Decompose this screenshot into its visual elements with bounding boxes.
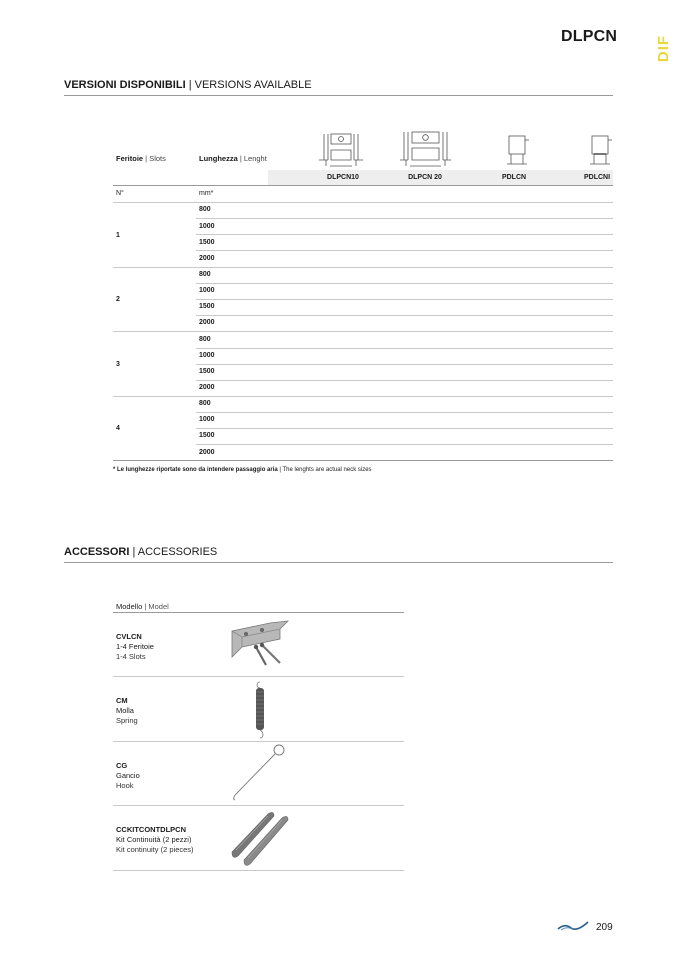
accessory-item: [116, 632, 154, 662]
length-value: 1500: [199, 239, 215, 246]
versions-title-rule: [64, 95, 613, 96]
header-slots-en: Slots: [149, 154, 166, 163]
header-slots-it: Feritoie: [116, 154, 144, 163]
title-separator: |: [185, 79, 195, 91]
row-rule: [196, 428, 613, 429]
length-value: 1000: [199, 416, 215, 423]
versions-title: [64, 79, 312, 91]
section-tab-label: DIF: [655, 34, 673, 62]
length-value: 1500: [199, 432, 215, 439]
row-rule: [196, 380, 613, 381]
length-value: 800: [199, 336, 211, 343]
header-length-en: Lenght: [243, 154, 267, 163]
model-label-pdlcn: PDLCN: [501, 174, 527, 181]
accessory-name-it: Molla: [116, 706, 134, 715]
accessory-code: CM: [116, 696, 128, 705]
length-value: 2000: [199, 255, 215, 262]
accessories-head-it: Modello: [116, 602, 143, 611]
accessories-title: [64, 546, 217, 558]
section-tab: [650, 31, 677, 65]
accessories-title-rule: [64, 562, 613, 563]
row-rule: [196, 348, 613, 349]
units-rule-top: [113, 185, 613, 186]
bracket-with-screws-icon: [226, 617, 290, 669]
accessory-item: [116, 761, 140, 791]
row-rule: [196, 218, 613, 219]
accessories-header-rule: [113, 612, 404, 613]
slots-value: 2: [116, 296, 120, 303]
group-rule: [113, 396, 613, 397]
dlpcn20-drawing-icon: [398, 128, 453, 170]
length-value: 1500: [199, 303, 215, 310]
accessory-name-it: 1-4 Feritoie: [116, 642, 154, 651]
accessory-name-en: 1-4 Slots: [116, 652, 146, 661]
length-value: 1000: [199, 287, 215, 294]
group-rule: [113, 267, 613, 268]
accessory-name-it: Gancio: [116, 771, 140, 780]
unit-length: mm*: [199, 190, 214, 197]
continuity-kit-icon: [228, 810, 292, 866]
title-separator: |: [129, 546, 138, 558]
group-rule: [113, 331, 613, 332]
accessory-rule: [113, 676, 404, 677]
model-label-dlpcn20: DLPCN 20: [408, 174, 442, 181]
row-rule: [196, 234, 613, 235]
table-note: * Le lunghezze riportate sono da intendere passaggio aria | The lenghts are actual neck sizes: [113, 467, 372, 473]
slots-value: 3: [116, 361, 120, 368]
length-value: 2000: [199, 384, 215, 391]
row-rule: [196, 412, 613, 413]
length-value: 1000: [199, 352, 215, 359]
slots-value: 4: [116, 425, 120, 432]
row-rule: [196, 315, 613, 316]
accessory-code: CCKITCONTDLPCN: [116, 825, 186, 834]
accessory-item: [116, 825, 194, 855]
page-number: 209: [596, 922, 613, 933]
length-value: 1500: [199, 368, 215, 375]
accessory-name-en: Spring: [116, 716, 138, 725]
wave-logo-icon: [557, 920, 589, 932]
pdlcni-drawing-icon: [584, 130, 614, 170]
versions-title-it: VERSIONI DISPONIBILI: [64, 79, 186, 91]
accessory-item: [116, 696, 138, 726]
header-slots: Feritoie | Slots: [116, 154, 166, 163]
accessories-head-en: Model: [148, 602, 169, 611]
table-bottom-rule: [113, 460, 613, 461]
accessory-name-it: Kit Continuità (2 pezzi): [116, 835, 192, 844]
versions-title-en: VERSIONS AVAILABLE: [194, 79, 312, 91]
length-value: 800: [199, 400, 211, 407]
length-value: 2000: [199, 319, 215, 326]
length-value: 800: [199, 206, 211, 213]
accessories-table-header: Modello | Model: [116, 602, 169, 611]
note-en: The lenghts are actual neck sizes: [282, 467, 372, 473]
length-value: 1000: [199, 223, 215, 230]
units-rule-bottom: [113, 202, 613, 203]
length-value: 2000: [199, 449, 215, 456]
slots-value: 1: [116, 232, 120, 239]
row-rule: [196, 283, 613, 284]
row-rule: [196, 364, 613, 365]
model-label-dlpcn10: DLPCN10: [327, 174, 359, 181]
accessory-rule: [113, 805, 404, 806]
accessory-code: CG: [116, 761, 128, 770]
row-rule: [196, 299, 613, 300]
accessory-name-en: Kit continuity (2 pieces): [116, 845, 194, 854]
accessory-rule: [113, 870, 404, 871]
hook-icon: [228, 742, 290, 804]
model-label-pdlcni: PDLCNI: [583, 174, 611, 181]
row-rule: [196, 250, 613, 251]
accessories-title-it: ACCESSORI: [64, 546, 130, 558]
pdlcn-drawing-icon: [501, 130, 531, 170]
row-rule: [196, 444, 613, 445]
dlpcn10-drawing-icon: [316, 130, 366, 170]
spring-icon: [250, 680, 270, 740]
accessories-title-en: ACCESSORIES: [137, 546, 218, 558]
header-length: Lunghezza | Lenght: [199, 154, 267, 163]
length-value: 800: [199, 271, 211, 278]
unit-slots: N°: [116, 190, 124, 197]
header-length-it: Lunghezza: [199, 154, 238, 163]
product-code: DLPCN: [561, 28, 618, 45]
accessory-code: CVLCN: [116, 632, 142, 641]
accessory-name-en: Hook: [116, 781, 134, 790]
note-it: * Le lunghezze riportate sono da intendere passaggio aria: [113, 467, 278, 473]
